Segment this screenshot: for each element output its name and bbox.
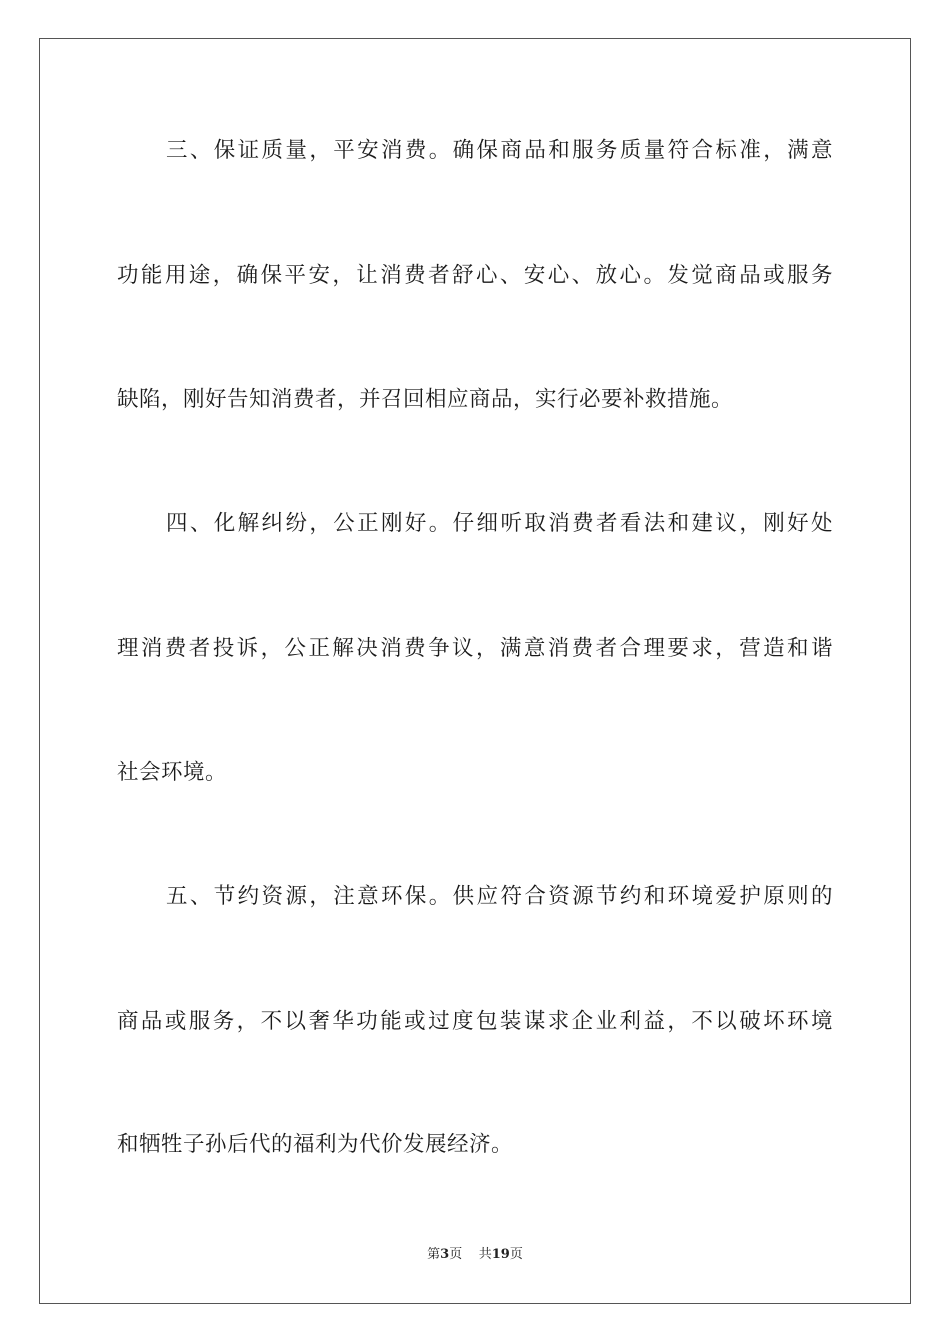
total-pages-suffix: 页 — [509, 1247, 523, 1262]
page-number: 3 — [440, 1247, 450, 1262]
page-border — [39, 38, 911, 1304]
paragraph-5-line-2: 商品或服务，不以奢华功能或过度包装谋求企业利益，不以破坏环境 — [117, 1009, 833, 1034]
page-number-suffix: 页 — [449, 1247, 463, 1262]
paragraph-5-line-3: 和牺牲子孙后代的福利为代价发展经济。 — [117, 1132, 514, 1157]
total-pages: 19 — [491, 1247, 510, 1262]
paragraph-5-line-1: 五、节约资源，注意环保。供应符合资源节约和环境爱护原则的 — [166, 884, 833, 909]
paragraph-3-line-3: 缺陷，刚好告知消费者，并召回相应商品，实行必要补救措施。 — [117, 387, 734, 412]
paragraph-4-line-1: 四、化解纠纷，公正刚好。仔细听取消费者看法和建议，刚好处 — [166, 511, 833, 536]
paragraph-3-line-1: 三、保证质量，平安消费。确保商品和服务质量符合标准，满意 — [166, 138, 833, 163]
paragraph-3-line-2: 功能用途，确保平安，让消费者舒心、安心、放心。发觉商品或服务 — [117, 263, 833, 288]
page-footer — [0, 1246, 950, 1264]
page-number-prefix: 第 — [427, 1247, 441, 1262]
paragraph-4-line-2: 理消费者投诉，公正解决消费争议，满意消费者合理要求，营造和谐 — [117, 636, 833, 661]
paragraph-4-line-3: 社会环境。 — [117, 760, 228, 785]
total-pages-prefix: 共 — [478, 1247, 492, 1262]
